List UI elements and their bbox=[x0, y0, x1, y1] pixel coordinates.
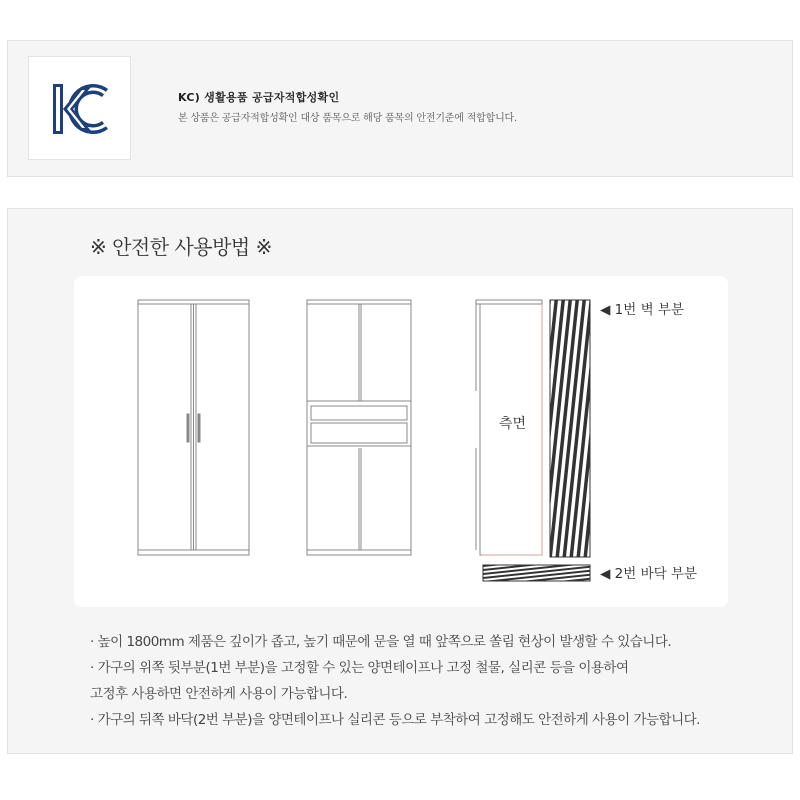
side-label: 측면 bbox=[499, 416, 527, 432]
safety-note-2-continued: 고정후 사용하면 안전하게 사용이 가능합니다. bbox=[90, 686, 348, 702]
floor-hatch bbox=[483, 565, 590, 581]
wall-hatch bbox=[550, 300, 590, 557]
wardrobe-two-door bbox=[138, 300, 249, 555]
kc-description: 본 상품은 공급자적합성확인 대상 품목으로 해당 품목의 안전기준에 적합합니다. bbox=[178, 113, 517, 124]
kc-certification-panel bbox=[7, 40, 793, 177]
safety-notes bbox=[90, 629, 700, 733]
floor-label: ◀ 2번 바닥 부분 bbox=[600, 566, 698, 582]
safety-note-1: · 높이 1800mm 제품은 깊이가 좁고, 높기 때문에 문을 열 때 앞쪽으로 쏠림 현상이 발생할 수 있습니다. bbox=[90, 634, 672, 650]
safety-note-2: · 가구의 위쪽 뒷부분(1번 부분)을 고정할 수 있는 양면테이프나 고정 철물, 실리콘 등을 이용하여 bbox=[90, 660, 629, 676]
furniture-illustration bbox=[74, 276, 728, 607]
cabinet-with-shelves bbox=[307, 300, 411, 555]
furniture-drawing bbox=[74, 276, 728, 607]
kc-title: KC) 생활용품 공급자적합성확인 bbox=[178, 91, 340, 104]
safety-note-3: · 가구의 뒤쪽 바닥(2번 부분)을 양면테이프나 실리콘 등으로 부착하여 고정해도 안전하게 사용이 가능합니다. bbox=[90, 712, 700, 728]
kc-mark-icon bbox=[29, 57, 130, 159]
wall-label: ◀ 1번 벽 부분 bbox=[600, 302, 685, 318]
kc-logo bbox=[28, 56, 131, 160]
safety-usage-panel bbox=[7, 208, 793, 754]
safety-heading: ※ 안전한 사용방법 ※ bbox=[90, 235, 272, 259]
